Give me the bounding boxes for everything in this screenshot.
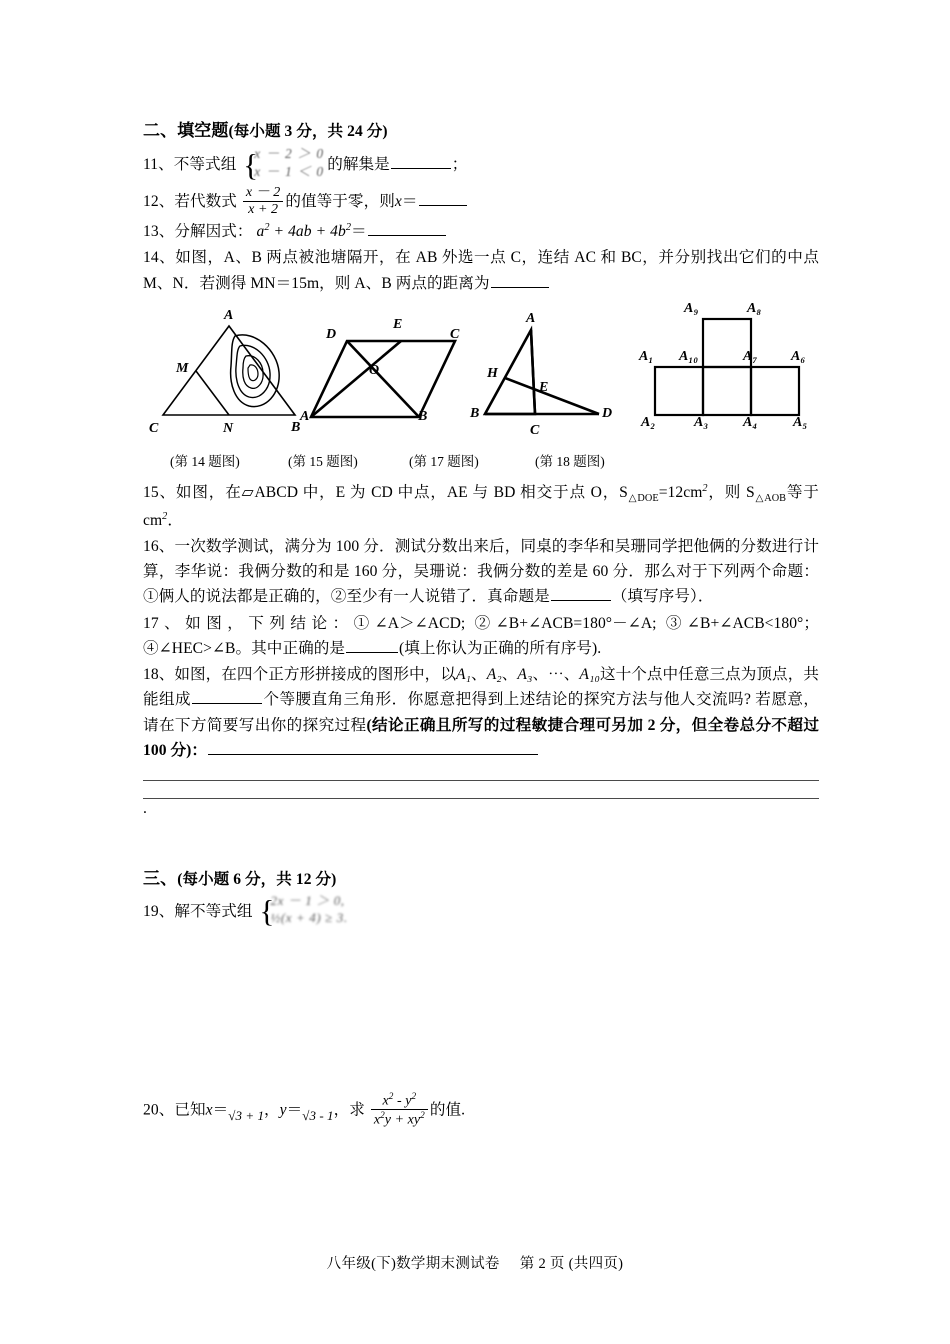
- q11-row-2: x － 1 ＜ 0: [254, 163, 325, 179]
- question-16-text-a: 一次数学测试，满分为 100 分．测试分数出来后，同桌的李华和吴珊同学把他俩的分数进行计算，李华说：我俩分数的和是 160 分，吴珊说：我俩分数的差是 60 分．那么对于下列两个命题：①俩人的说法都是正确的，②至少有一人说错了．真命题是: [143, 537, 820, 606]
- figure-14-label-B: B: [291, 419, 301, 435]
- figure-14-caption: (第 14 题图): [170, 453, 240, 469]
- question-20-fraction: [371, 1091, 428, 1129]
- answer-blank[interactable]: [491, 272, 549, 288]
- point-sep: 、: [532, 666, 549, 684]
- question-17: [143, 611, 819, 662]
- section-two-heading: [143, 118, 819, 144]
- figure-captions: [143, 450, 819, 472]
- point-sep: 、: [501, 666, 518, 684]
- question-15-text-f: ．: [167, 511, 184, 529]
- figure-17-caption: (第 17 题图): [409, 453, 479, 469]
- question-20-value-y: √3 - 1: [302, 1108, 334, 1124]
- figure-14-label-M: M: [176, 360, 189, 376]
- footer-page-number: 第 2 页 (共四页): [519, 1256, 624, 1272]
- page-content: [143, 118, 819, 1131]
- figure-15-label-E: E: [393, 316, 403, 332]
- figure-15-label-C: C: [450, 326, 460, 342]
- figure-18-label-A2: A₂: [641, 414, 656, 430]
- question-18-ellipsis: ⋯: [548, 666, 564, 684]
- figure-18-caption: (第 18 题图): [535, 453, 605, 469]
- figure-18-drawing: [643, 310, 818, 432]
- question-15-number: 15、: [143, 483, 176, 501]
- footer-title: 八年级(下)数学期末测试卷: [326, 1256, 500, 1272]
- question-13-expression: [257, 223, 351, 240]
- question-18-point-2: A₂: [486, 666, 502, 684]
- num-y-exponent: 2: [411, 1090, 417, 1101]
- question-18-point-1: A₁: [455, 666, 472, 684]
- question-20-lead: 已知: [174, 1101, 206, 1119]
- figure-17-label-B: B: [470, 405, 480, 421]
- figure-18-label-A9: A₉: [684, 300, 699, 316]
- question-20-var-y: y: [279, 1101, 287, 1119]
- question-18: [143, 662, 819, 763]
- figure-15-label-O: O: [369, 362, 380, 378]
- question-20-sep2: ，: [333, 1101, 350, 1119]
- question-11-end: ；: [451, 156, 468, 174]
- question-13-number: 13、: [143, 223, 175, 241]
- figure-17-label-C: C: [530, 422, 540, 438]
- q19-row-2: ½(x + 4) ≥ 3.: [270, 909, 348, 925]
- question-14-text: 如图，A、B 两点被池塘隔开，在 AB 外选一点 C，连结 AC 和 BC，并分别找出它们的中点 M、N．若测得 MN＝15m，则 A、B 两点的距离为: [143, 249, 819, 292]
- term-ab: ab: [295, 223, 312, 241]
- question-19-workspace[interactable]: [143, 932, 819, 1092]
- question-14-number: 14、: [143, 249, 176, 267]
- question-18-text-c: 个等腰直角三角形．你愿意把得到上述结论的探究方法与他人交流吗? 若愿意，请在下方简要写出你的探究过程: [143, 691, 819, 734]
- question-19-inequality-system: [260, 893, 348, 930]
- question-11-number: 11、: [143, 156, 174, 174]
- question-16-text-b: （填写序号）．: [611, 588, 714, 606]
- section-two-score-note: (每小题 3 分，共 24 分): [228, 123, 388, 140]
- question-20-tail: 的值.: [429, 1101, 466, 1119]
- den-xy: xy: [407, 1112, 421, 1128]
- term-a-exponent: 2: [264, 222, 270, 234]
- den-xy-exponent: 2: [420, 1110, 425, 1121]
- question-19-lead: 解不等式组: [174, 903, 253, 920]
- question-20-eq2: ＝: [286, 1101, 303, 1119]
- question-11-inequality-system: [243, 145, 324, 184]
- question-11-lead: 不等式组: [173, 156, 237, 174]
- num-minus: -: [393, 1093, 406, 1109]
- question-15-text-a: 如图，在▱ABCD 中，E 为 CD 中点，AE 与 BD 相交于点 O，S: [175, 483, 628, 501]
- figure-17-label-D: D: [602, 405, 613, 421]
- brace-glyph: {: [259, 893, 275, 929]
- question-15-text-e: cm: [143, 511, 163, 529]
- question-12-fraction: [243, 185, 283, 217]
- question-19: [143, 894, 819, 931]
- question-12-variable: x: [394, 192, 402, 210]
- den-plus: +: [391, 1112, 408, 1128]
- figure-15-caption: (第 15 题图): [288, 453, 358, 469]
- figure-18-label-A4: A₄: [743, 414, 758, 430]
- answer-blank[interactable]: [346, 637, 398, 653]
- answer-blank[interactable]: [208, 739, 538, 755]
- question-13: [143, 219, 819, 244]
- question-15: [143, 480, 819, 533]
- answer-blank[interactable]: [391, 153, 451, 169]
- question-17-text-a: 如图，下列结论：①∠A＞∠ACD; ②∠B+∠ACB=180°－∠A; ③∠B+∠ACB<180°；④∠HEC>∠B。其中正确的是: [143, 614, 819, 657]
- den-x-exponent: 2: [380, 1110, 385, 1121]
- question-12-number: 12、: [143, 192, 175, 210]
- question-16-number: 16、: [143, 537, 175, 555]
- page-footer: [0, 1252, 950, 1273]
- fraction-denominator: [371, 1109, 428, 1128]
- figure-18-label-A3: A₃: [694, 414, 709, 430]
- question-18-point-10: A₁₀: [579, 666, 600, 684]
- figure-18-label-A5: A₅: [793, 414, 808, 430]
- question-18-trailing-dot: .: [143, 800, 147, 818]
- figure-17-label-E: E: [539, 379, 549, 395]
- question-15-text-d: 等于: [786, 483, 819, 501]
- question-19-number: 19、: [143, 903, 175, 920]
- question-20-ask: 求: [349, 1101, 365, 1119]
- fraction-numerator: x － 2: [245, 184, 281, 200]
- figure-15-label-B: B: [418, 408, 428, 424]
- answer-blank[interactable]: [551, 586, 611, 602]
- answer-blank[interactable]: [368, 220, 446, 236]
- den-x: x: [373, 1112, 381, 1128]
- figure-18-label-A8: A₈: [747, 300, 762, 316]
- answer-blank[interactable]: [419, 190, 467, 206]
- brace-glyph: {: [243, 147, 259, 183]
- question-20: [143, 1092, 819, 1130]
- fraction-numerator: [371, 1091, 428, 1109]
- question-15-sup-e: 2: [162, 510, 168, 522]
- figure-14-label-N: N: [223, 420, 234, 436]
- term-plus: + 4: [311, 223, 338, 241]
- answer-rule-1[interactable]: [143, 780, 819, 781]
- question-14: [143, 245, 819, 296]
- question-12-equals: ＝: [401, 192, 418, 210]
- question-15-sup-b: 2: [702, 482, 708, 494]
- question-15-sub-doe: △DOE: [627, 493, 659, 505]
- num-y: y: [405, 1093, 412, 1109]
- figure-18-label-A10: A₁₀: [679, 348, 699, 364]
- fraction-denominator: x + 2: [243, 201, 283, 218]
- question-12-lead: 若代数式: [174, 192, 237, 210]
- figure-17-drawing: [463, 320, 613, 432]
- section-three-title: 三、: [143, 868, 178, 888]
- point-sep: 、: [471, 666, 487, 684]
- figure-17-label-H: H: [487, 365, 498, 381]
- question-16: [143, 534, 819, 610]
- den-y: y: [384, 1112, 392, 1128]
- question-11: [143, 146, 819, 185]
- term-a: a: [256, 223, 265, 241]
- figure-14-label-A: A: [224, 307, 234, 323]
- figure-18-label-A7: A₇: [743, 348, 758, 364]
- figure-15-label-D: D: [326, 326, 337, 342]
- question-18-number: 18、: [143, 666, 175, 684]
- term-b-exponent: 2: [345, 222, 352, 234]
- question-17-number: 17、: [143, 614, 186, 632]
- question-20-var-x: x: [205, 1101, 213, 1119]
- question-18-text-a: 如图，在四个正方形拼接成的图形中，以: [174, 666, 456, 684]
- question-11-tail: 的解集是: [327, 156, 390, 174]
- question-18-text-b: 这十个点中任意三点为顶点，共能组成: [143, 666, 819, 709]
- question-20-value-x: √3 + 1: [228, 1108, 264, 1124]
- point-sep: 、: [563, 666, 580, 684]
- figure-strip: [143, 302, 819, 450]
- num-x-exponent: 2: [388, 1090, 394, 1101]
- question-18-text-d: (结论正确且所写的过程敏捷合理可另加 2 分，但全卷总分不超过 100 分)：: [143, 716, 819, 759]
- q11-row-1: x － 2 ＞ 0: [254, 146, 325, 162]
- question-17-text-b: (填上你认为正确的所有序号).: [399, 639, 602, 657]
- figure-17-label-A: A: [526, 310, 536, 326]
- section-three-heading: [143, 866, 819, 892]
- q19-row-1: 2x － 1 ＞ 0,: [270, 892, 345, 908]
- section-three-score-note: (每小题 6 分，共 12 分): [177, 870, 337, 888]
- figure-18-label-A6: A₆: [791, 348, 806, 364]
- num-x: x: [382, 1093, 389, 1109]
- question-18-point-3: A₃: [517, 666, 533, 684]
- question-12-tail: 的值等于零，则: [285, 192, 395, 210]
- question-15-text-c: ，则 S: [707, 483, 755, 501]
- figure-18-label-A1: A₁: [639, 348, 654, 364]
- section-two-title: 二、填空题: [143, 121, 229, 140]
- figure-14-drawing: [147, 307, 310, 438]
- figure-15-label-A: A: [300, 408, 310, 424]
- answer-blank[interactable]: [192, 689, 262, 705]
- question-13-equals: ＝: [351, 223, 367, 241]
- question-15-sub-aob: △AOB: [754, 493, 787, 505]
- question-20-eq1: ＝: [212, 1101, 229, 1119]
- term-mid: + 4: [269, 223, 296, 241]
- figure-14-label-C: C: [149, 420, 159, 436]
- question-20-number: 20、: [143, 1101, 175, 1119]
- question-20-sep1: ，: [264, 1101, 280, 1119]
- question-13-lead: 分解因式：: [174, 223, 253, 241]
- question-15-text-b: =12cm: [658, 483, 703, 501]
- question-12: [143, 186, 819, 218]
- term-b: b: [337, 223, 346, 241]
